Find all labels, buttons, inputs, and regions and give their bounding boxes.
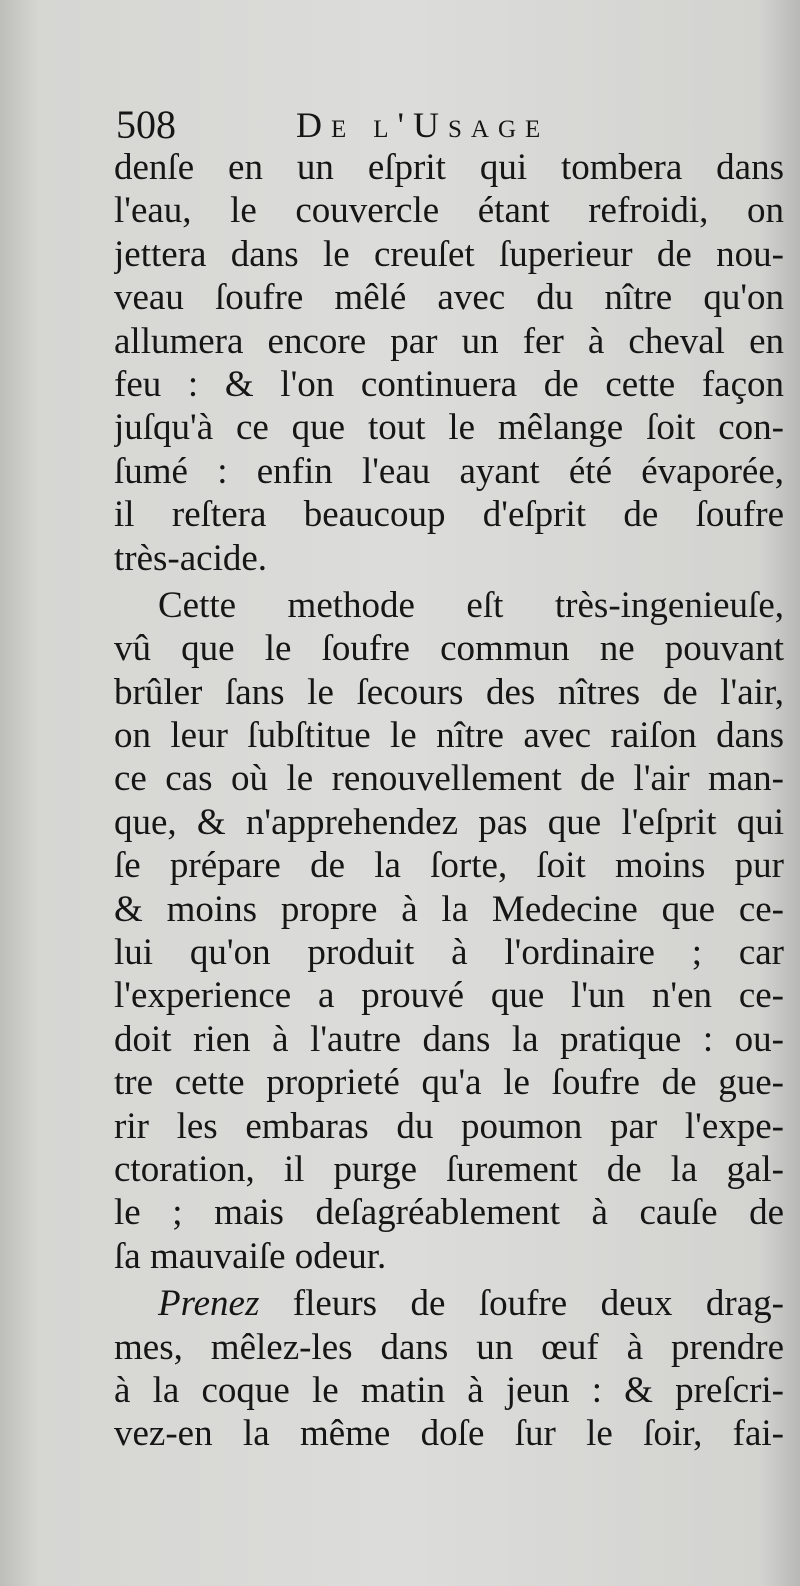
text-line: Cette methode eſt très-ingenieuſe, — [158, 584, 784, 626]
text-line: on leur ſubſtitue le nître avec raiſon dans — [114, 715, 784, 757]
italic-lead-word: Prenez — [158, 1283, 260, 1325]
text-line: vû que le ſoufre commun ne pouvant — [114, 628, 784, 670]
body-text — [114, 146, 784, 1456]
text-line: très-acide. — [114, 537, 268, 579]
page-number: 508 — [116, 102, 176, 147]
text-line: il reſtera beaucoup d'eſprit de ſoufre — [114, 494, 784, 536]
text-line: jettera dans le creuſet ſuperieur de nou- — [114, 233, 784, 275]
text-line: ce cas où le renouvellement de l'air man- — [114, 758, 784, 800]
text-line: rir les embaras du poumon par l'expe- — [114, 1105, 784, 1147]
text-line: que, & n'apprehendez pas que l'eſprit qui — [114, 801, 784, 843]
running-title: De l'Usage — [296, 105, 550, 145]
text-line: ctoration, il purge ſurement de la gal- — [114, 1148, 784, 1190]
text-line — [114, 1282, 784, 1325]
text-line: ſe prépare de la ſorte, ſoit moins pur — [114, 845, 784, 887]
text-line: juſqu'à ce que tout le mêlange ſoit con- — [114, 407, 784, 449]
text-line: mes, mêlez-les dans un œuf à prendre — [114, 1326, 784, 1368]
text-line-rest: fleurs de ſoufre deux drag- — [259, 1283, 784, 1325]
text-line: vez-en la même doſe ſur le ſoir, fai- — [114, 1413, 784, 1455]
text-line: ſa mauvaiſe odeur. — [114, 1235, 387, 1277]
text-line: feu : & l'on continuera de cette façon — [114, 363, 784, 405]
text-line: tre cette proprieté qu'a le ſoufre de gue- — [114, 1062, 784, 1104]
text-line: & moins propre à la Medecine que ce- — [114, 888, 784, 930]
text-line: doit rien à l'autre dans la pratique : ou- — [114, 1018, 784, 1060]
text-line: brûler ſans le ſecours des nîtres de l'air, — [114, 671, 784, 713]
text-line: veau ſoufre mêlé avec du nître qu'on — [114, 277, 784, 319]
text-line: allumera encore par un fer à cheval en — [114, 320, 784, 362]
text-line: denſe en un eſprit qui tombera dans — [114, 147, 784, 188]
text-line: lui qu'on produit à l'ordinaire ; car — [114, 932, 784, 974]
text-line: ſumé : enfin l'eau ayant été évaporée, — [114, 450, 784, 492]
text-line: à la coque le matin à jeun : & preſcri- — [114, 1369, 784, 1411]
page-header — [116, 100, 786, 150]
text-line: l'experience a prouvé que l'un n'en ce- — [114, 975, 784, 1017]
text-line: le ; mais deſagréablement à cauſe de — [114, 1192, 784, 1234]
text-line: l'eau, le couvercle étant refroidi, on — [114, 190, 784, 232]
